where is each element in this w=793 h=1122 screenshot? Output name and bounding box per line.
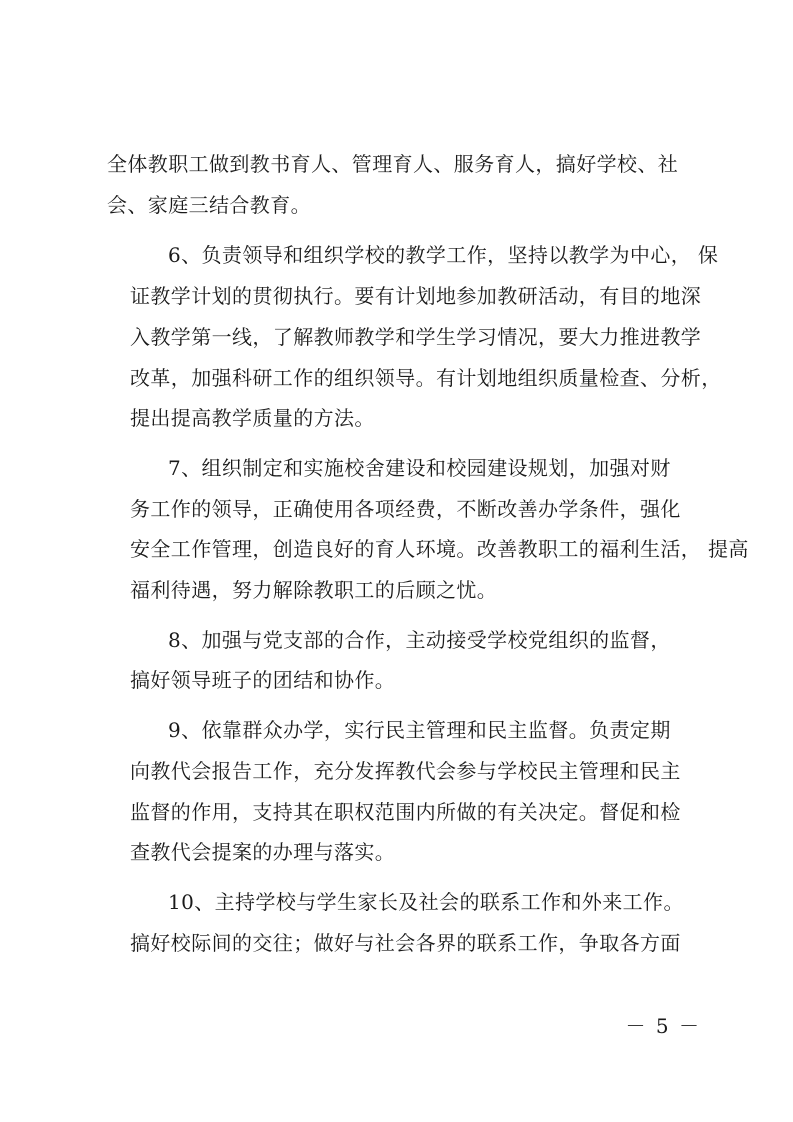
text-line: 全体教职工做到教书育人、管理育人、服务育人，搞好学校、社 [107, 152, 679, 176]
text-line: 提出提高教学质量的方法。 [130, 406, 375, 430]
text-line: 6、负责领导和组织学校的教学工作，坚持以教学为中心， 保 [168, 243, 719, 267]
text-line: 搞好领导班子的团结和协作。 [130, 668, 396, 692]
text-line: 向教代会报告工作，充分发挥教代会参与学校民主管理和民主 [130, 759, 681, 783]
text-line: 监督的作用，支持其在职权范围内所做的有关决定。督促和检 [130, 800, 681, 824]
text-line: 查教代会提案的办理与落实。 [130, 840, 396, 864]
text-line: 福利待遇，努力解除教职工的后顾之忧。 [130, 578, 498, 602]
text-line: 安全工作管理，创造良好的育人环境。改善教职工的福利生活， 提高 [130, 537, 749, 561]
text-line: 7、组织制定和实施校舍建设和校园建设规划，加强对财 [168, 456, 671, 480]
page-number: － 5 － [625, 1014, 701, 1038]
text-line: 8、加强与党支部的合作，主动接受学校党组织的监督， [168, 628, 671, 652]
text-line: 入教学第一线，了解教师教学和学生学习情况，要大力推进教学 [130, 325, 702, 349]
text-line: 证教学计划的贯彻执行。要有计划地参加教研活动，有目的地深 [130, 284, 702, 308]
text-line: 改革，加强科研工作的组织领导。有计划地组织质量检查、分析， [130, 366, 722, 390]
text-line: 会、家庭三结合教育。 [107, 193, 311, 217]
text-line: 搞好校际间的交往；做好与社会各界的联系工作，争取各方面 [130, 931, 681, 955]
text-line: 9、依靠群众办学，实行民主管理和民主监督。负责定期 [168, 718, 671, 742]
text-line: 务工作的领导，正确使用各项经费，不断改善办学条件，强化 [130, 497, 681, 521]
text-line: 10、主持学校与学生家长及社会的联系工作和外来工作。 [168, 890, 684, 914]
